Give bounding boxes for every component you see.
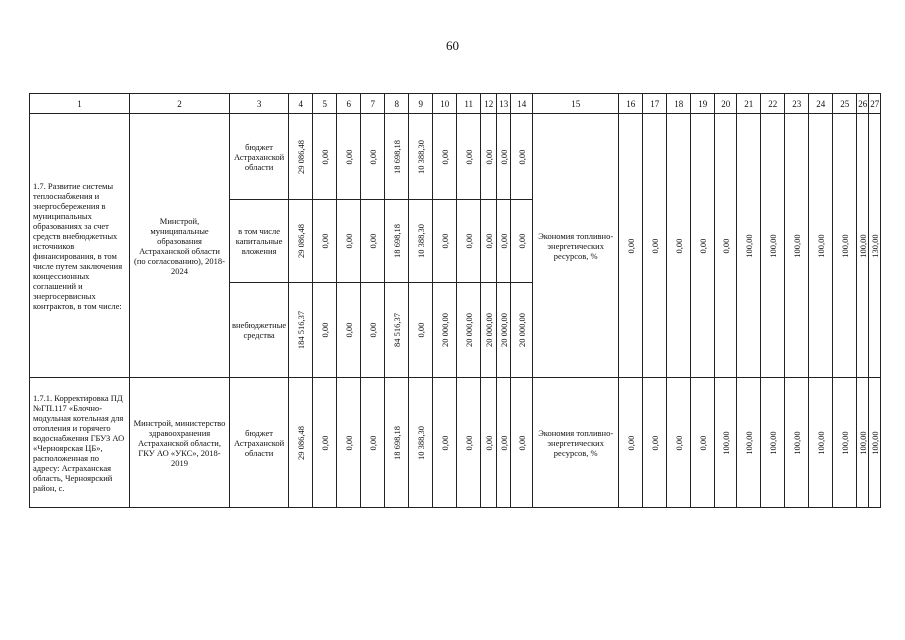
value-cell [497,114,511,200]
value-cell [385,378,409,508]
cell-value: 18 698,18 [391,425,402,460]
cell-value: 100,00 [791,430,802,455]
cell-value: 20 000,00 [516,313,527,347]
value-cell [289,378,313,508]
budget-table [29,93,881,508]
value-cell [433,114,457,200]
cell-value: 0,00 [319,435,330,450]
funding-source: бюджет Астраханской области [230,114,289,200]
column-number: 15 [533,94,619,114]
column-number: 4 [289,94,313,114]
cell-value: 0,00 [415,322,426,338]
cell-value: 100,00 [743,233,754,258]
cell-value: 0,00 [463,233,474,249]
value-cell [497,283,511,378]
cell-value: 0,00 [343,233,354,249]
value-cell [289,114,313,200]
responsible-cell: Минстрой, муниципальные образования Астраханской области (по согласованию), 2018-2024 [130,114,230,378]
objective-cell: 1.7. Развитие системы теплоснабжения и энергосбережения в муниципальных образованиях за счет средств внебюджетных источников финансирования, в том числе путем заключения концессионных соглашений и энергосервисных контрактов, в том числе: [30,114,130,378]
value-cell [313,283,337,378]
value-cell [833,378,857,508]
column-number: 13 [497,94,511,114]
value-cell [289,283,313,378]
value-cell [457,378,481,508]
value-cell [481,200,497,283]
value-cell [385,200,409,283]
value-cell [667,378,691,508]
value-cell [511,200,533,283]
value-cell [511,283,533,378]
objective-cell: 1.7.1. Корректировка ПД №ГП.117 «Блочно-модульная котельная для отопления и горячего водоснабжения ГБУЗ АО «Черноярская ЦБ», расположенная по адресу: Астраханская область, Черноярский район, с. [30,378,130,508]
cell-value: 0,00 [343,435,354,450]
cell-value: 0,00 [516,149,527,164]
cell-value: 29 086,48 [295,425,306,460]
value-cell [737,378,761,508]
table-row [30,114,881,200]
value-cell [497,378,511,508]
cell-value: 100,00 [839,430,850,455]
value-cell [337,200,361,283]
value-cell [869,378,881,508]
column-number: 14 [511,94,533,114]
value-cell [457,114,481,200]
cell-value: 130,00 [869,233,880,258]
cell-value: 20 000,00 [439,313,450,347]
column-number: 27 [869,94,881,114]
cell-value: 18 698,18 [391,139,402,174]
cell-value: 20 000,00 [463,313,474,347]
cell-value: 100,00 [815,430,826,455]
value-cell [385,114,409,200]
value-cell [497,200,511,283]
cell-value: 100,00 [791,233,802,258]
value-cell [511,114,533,200]
cell-value: 100,00 [869,430,880,455]
cell-value: 0,00 [649,238,660,253]
cell-value: 0,00 [463,149,474,164]
column-number: 5 [313,94,337,114]
value-cell [691,114,715,378]
cell-value: 0,00 [319,233,330,249]
value-cell [691,378,715,508]
cell-value: 0,00 [463,435,474,450]
cell-value: 0,00 [367,233,378,249]
value-cell [313,114,337,200]
cell-value: 0,00 [498,149,509,164]
cell-value: 100,00 [767,233,778,258]
cell-value: 10 388,30 [415,139,426,174]
value-cell [361,114,385,200]
value-cell [361,200,385,283]
page-number: 60 [446,38,459,53]
cell-value: 0,00 [483,149,494,164]
value-cell [643,114,667,378]
column-number: 2 [130,94,230,114]
header-row [30,94,881,114]
cell-value: 0,00 [319,322,330,338]
value-cell [289,200,313,283]
cell-value: 184 516,37 [295,310,306,350]
value-cell [833,114,857,378]
column-number: 11 [457,94,481,114]
column-number: 19 [691,94,715,114]
value-cell [857,378,869,508]
cell-value: 0,00 [649,435,660,450]
value-cell [809,114,833,378]
column-number: 16 [619,94,643,114]
cell-value: 100,00 [839,233,850,258]
value-cell [481,378,497,508]
value-cell [785,114,809,378]
cell-value: 0,00 [697,435,708,450]
value-cell [619,114,643,378]
cell-value: 29 086,48 [295,139,306,174]
cell-value: 0,00 [498,233,509,249]
cell-value: 10 388,30 [415,425,426,460]
value-cell [361,378,385,508]
value-cell [337,114,361,200]
value-cell [385,283,409,378]
column-number: 18 [667,94,691,114]
indicator-cell: Экономия топливно-энергетических ресурсов, % [533,114,619,378]
cell-value: 0,00 [343,322,354,338]
column-number: 22 [761,94,785,114]
value-cell [761,114,785,378]
cell-value: 0,00 [498,435,509,450]
cell-value: 0,00 [319,149,330,164]
value-cell [457,200,481,283]
cell-value: 0,00 [625,238,636,253]
cell-value: 0,00 [697,238,708,253]
cell-value: 0,00 [367,322,378,338]
column-number: 8 [385,94,409,114]
column-number: 25 [833,94,857,114]
indicator-cell: Экономия топливно-энергетических ресурсов, % [533,378,619,508]
column-number: 24 [809,94,833,114]
cell-value: 100,00 [767,430,778,455]
funding-source: в том числе капитальные вложения [230,200,289,283]
cell-value: 84 516,37 [391,313,402,347]
cell-value: 100,00 [815,233,826,258]
value-cell [457,283,481,378]
value-cell [433,200,457,283]
value-cell [337,378,361,508]
cell-value: 0,00 [516,233,527,249]
cell-value: 0,00 [367,435,378,450]
cell-value: 100,00 [720,430,731,455]
cell-value: 0,00 [483,435,494,450]
column-number: 3 [230,94,289,114]
value-cell [481,114,497,200]
cell-value: 0,00 [439,233,450,249]
cell-value: 0,00 [343,149,354,164]
cell-value: 100,00 [857,430,868,455]
column-number: 20 [715,94,737,114]
column-number: 10 [433,94,457,114]
column-number: 21 [737,94,761,114]
value-cell [857,114,869,378]
column-number: 26 [857,94,869,114]
cell-value: 0,00 [367,149,378,164]
cell-value: 100,00 [857,233,868,258]
cell-value: 0,00 [516,435,527,450]
column-number: 1 [30,94,130,114]
value-cell [409,283,433,378]
value-cell [337,283,361,378]
column-number: 6 [337,94,361,114]
table-row [30,378,881,508]
value-cell [785,378,809,508]
value-cell [409,114,433,200]
cell-value: 20 000,00 [483,313,494,347]
value-cell [619,378,643,508]
value-cell [481,283,497,378]
value-cell [313,378,337,508]
column-number: 7 [361,94,385,114]
value-cell [511,378,533,508]
value-cell [869,114,881,378]
value-cell [313,200,337,283]
value-cell [433,283,457,378]
cell-value: 0,00 [625,435,636,450]
value-cell [737,114,761,378]
cell-value: 0,00 [673,238,684,253]
value-cell [667,114,691,378]
value-cell [761,378,785,508]
cell-value: 10 388,30 [415,224,426,258]
funding-source: бюджет Астраханской области [230,378,289,508]
value-cell [715,114,737,378]
cell-value: 18 698,18 [391,224,402,258]
value-cell [715,378,737,508]
responsible-cell: Минстрой, министерство здравоохранения Астраханской области, ГКУ АО «УКС», 2018-2019 [130,378,230,508]
value-cell [643,378,667,508]
cell-value: 0,00 [439,435,450,450]
cell-value: 0,00 [673,435,684,450]
column-number: 12 [481,94,497,114]
cell-value: 100,00 [743,430,754,455]
value-cell [433,378,457,508]
value-cell [809,378,833,508]
column-number: 23 [785,94,809,114]
column-number: 17 [643,94,667,114]
cell-value: 0,00 [720,238,731,253]
value-cell [361,283,385,378]
column-number: 9 [409,94,433,114]
funding-source: внебюджетные средства [230,283,289,378]
value-cell [409,200,433,283]
cell-value: 20 000,00 [498,313,509,347]
cell-value: 29 086,48 [295,224,306,258]
value-cell [409,378,433,508]
cell-value: 0,00 [483,233,494,249]
cell-value: 0,00 [439,149,450,164]
